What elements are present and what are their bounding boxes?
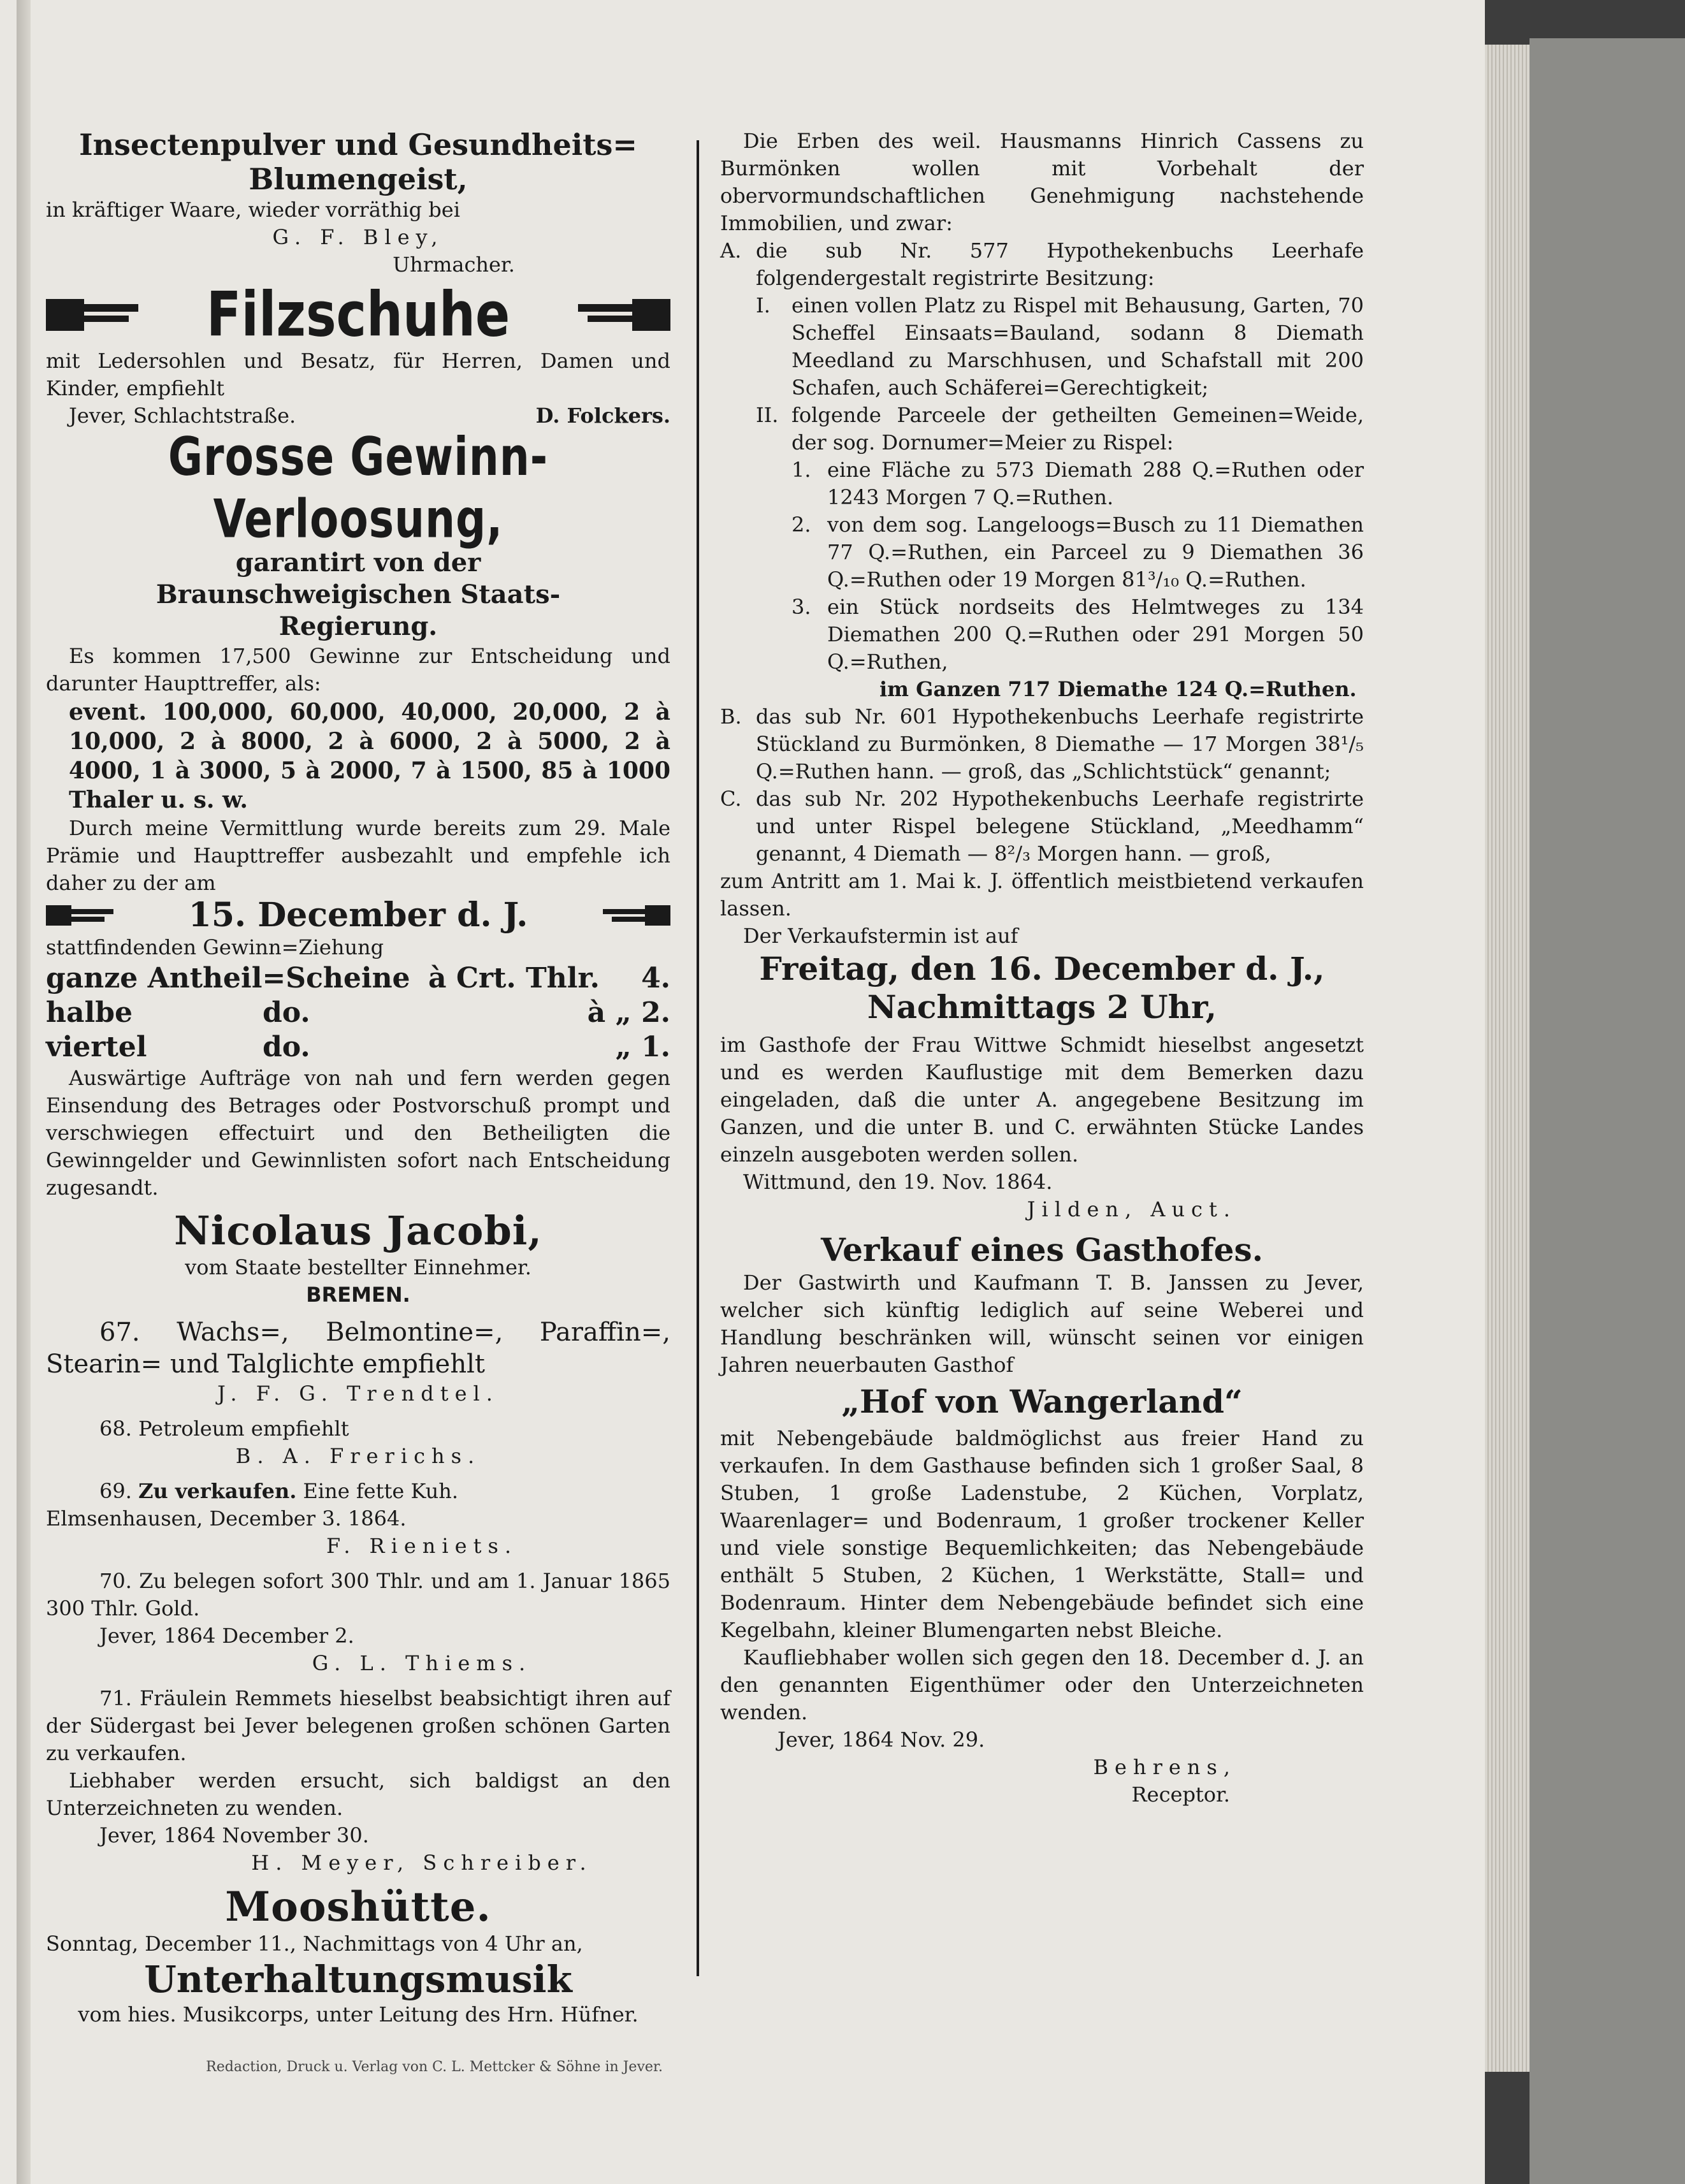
ad-place: Jever, 1864 December 2. bbox=[99, 1624, 354, 1648]
ad-text-3: stattfindenden Gewinn=Ziehung bbox=[46, 935, 384, 959]
ad-68 bbox=[46, 1415, 670, 1470]
binding-gutter bbox=[17, 0, 31, 2184]
column-rule bbox=[697, 140, 699, 1976]
ad-70 bbox=[46, 1568, 670, 1677]
ad-place: Jever, Schlachtstraße. bbox=[69, 404, 296, 428]
ad-intro: Die Erben des weil. Hausmanns Hinrich Cassens zu Burmönken wollen mit Vorbehalt der obervormundschaftlichen Genehmigung nachstehende Immobilien, und zwar: bbox=[720, 129, 1364, 235]
list-item: 2. von dem sog. Langeloogs=Busch zu 11 Diemathen 77 Q.=Ruthen, ein Parceel zu 9 Diemathen 36 Q.=Ruthen oder 19 Morgen 81³/₁₀ Q.=Ruthen. bbox=[792, 513, 1364, 592]
ad-text: Wachs=, Belmontine=, Paraffin=, Stearin= und Talglichte empfiehlt bbox=[46, 1318, 671, 1379]
drawing-date: 15. December d. J. bbox=[188, 896, 528, 935]
ad-text: mit Ledersohlen und Besatz, für Herren, Damen und Kinder, empfiehlt bbox=[46, 349, 670, 400]
list-item: I. einen vollen Platz zu Rispel mit Behausung, Garten, 70 Scheffel Einsaats=Bauland, sodann 8 Diemath Meedland zu Marschhusen, und Schafstall mit 200 Schafen, auch Schäferei=Gerechtigkeit; bbox=[756, 293, 1364, 400]
ad-number: 71. bbox=[99, 1686, 132, 1710]
price-row: ganze Antheil=Scheine à Crt. Thlr. 4. bbox=[46, 962, 670, 994]
advertiser-role: vom Staate bestellter Einnehmer. bbox=[185, 1255, 532, 1279]
advertiser-name: H. Meyer, Schreiber. bbox=[251, 1851, 593, 1875]
ad-number: 70. bbox=[99, 1569, 132, 1593]
list-item: B. das sub Nr. 601 Hypothekenbuchs Leerhafe registrirte Stückland zu Burmönken, 8 Diemathe — 17 Morgen 38¹/₅ Q.=Ruthen hann. — groß, das „Schlichtstück“ genannt; bbox=[720, 704, 1364, 783]
advertiser-role: Uhrmacher. bbox=[393, 252, 515, 277]
ad-text-2: Der Verkaufstermin ist auf bbox=[743, 924, 1018, 948]
hand-pointer-right-icon bbox=[46, 293, 141, 337]
ad-gasthof bbox=[720, 1231, 1364, 1809]
auction-time: Nachmittags 2 Uhr, bbox=[867, 988, 1217, 1026]
ad-title: Grosse Gewinn-Verloosung, bbox=[168, 426, 549, 550]
ad-text-2: Durch meine Vermittlung wurde bereits zum 29. Male Prämie und Haupttreffer ausbezahlt und empfehle ich daher zu der am bbox=[46, 816, 670, 895]
ad-text: Zu belegen sofort 300 Thlr. und am 1. Januar 1865 300 Thlr. Gold. bbox=[46, 1569, 671, 1620]
ad-title: Filzschuhe bbox=[206, 279, 510, 351]
ad-text: zum Antritt am 1. Mai k. J. öffentlich meistbietend verkaufen lassen. bbox=[720, 869, 1364, 921]
total-line: im Ganzen 717 Diemathe 124 Q.=Ruthen. bbox=[879, 677, 1357, 701]
price-row: halbe do. à „ 2. bbox=[46, 996, 670, 1029]
ad-number: 68. bbox=[99, 1416, 132, 1441]
list-item: C. das sub Nr. 202 Hypothekenbuchs Leerhafe registrirte und unter Rispel belegene Stückland, „Meedhamm“ genannt, 4 Diemath — 8²/₃ Morgen hann. — groß, bbox=[720, 787, 1364, 866]
ad-text: Es kommen 17,500 Gewinne zur Entscheidung und darunter Haupttreffer, als: bbox=[46, 644, 670, 695]
advertiser-name: G. L. Thiems. bbox=[312, 1651, 532, 1675]
ad-title: Verkauf eines Gasthofes. bbox=[820, 1231, 1264, 1269]
ad-subtitle: garantirt von der Braunschweigischen Staats-Regierung. bbox=[155, 548, 561, 641]
hand-pointer-left-icon bbox=[600, 901, 670, 929]
ad-69 bbox=[46, 1478, 670, 1560]
ad-place: Jever, 1864 Nov. 29. bbox=[777, 1728, 985, 1752]
ad-71 bbox=[46, 1685, 670, 1877]
advertiser-city: BREMEN. bbox=[306, 1283, 410, 1307]
ad-place: Wittmund, den 19. Nov. 1864. bbox=[743, 1170, 1053, 1194]
ad-text: Eine fette Kuh. bbox=[303, 1479, 459, 1503]
list-item: A. die sub Nr. 577 Hypothekenbuchs Leerhafe folgendergestalt registrirte Besitzung: bbox=[720, 238, 1364, 290]
page-edges bbox=[1485, 45, 1530, 2072]
list-item: 1. eine Fläche zu 573 Diemath 288 Q.=Ruthen oder 1243 Morgen 7 Q.=Ruthen. bbox=[792, 458, 1364, 509]
ad-title: Mooshütte. bbox=[225, 1883, 491, 1931]
list-item: II. folgende Parceele der getheilten Gemeinen=Weide, der sog. Dornumer=Meier zu Rispel: bbox=[756, 403, 1364, 455]
ad-lead: Zu verkaufen. bbox=[138, 1479, 297, 1503]
advertiser-role: Receptor. bbox=[1131, 1782, 1230, 1807]
ad-place: Jever, 1864 November 30. bbox=[99, 1823, 369, 1847]
ad-mooshuette bbox=[46, 1884, 670, 2028]
book-cover bbox=[1530, 38, 1685, 2184]
ad-erben-cassens bbox=[720, 127, 1364, 1223]
property-name: „Hof von Wangerland“ bbox=[841, 1383, 1243, 1420]
ad-text: Sonntag, December 11., Nachmittags von 4 Uhr an, bbox=[46, 1932, 583, 1956]
ad-text: Der Gastwirth und Kaufmann T. B. Janssen zu Jever, welcher sich künftig lediglich auf seine Weberei und Handlung beschränken will, wünscht seinen vor einigen Jahren neuerbauten Gasthof bbox=[720, 1270, 1364, 1377]
ad-text: in kräftiger Waare, wieder vorräthig bei bbox=[46, 198, 460, 222]
advertiser-name: D. Folckers. bbox=[535, 404, 670, 428]
ad-number: 69. bbox=[99, 1479, 132, 1503]
prize-list: event. 100,000, 60,000, 40,000, 20,000, 2 à 10,000, 2 à 8000, 2 à 6000, 2 à 5000, 2 à 4000, 1 à 3000, 5 à 2000, 7 à 1500, 85 à 1000 Thaler u. s. w. bbox=[69, 699, 670, 813]
ad-title: Insectenpulver und Gesundheits= bbox=[79, 127, 637, 162]
ad-67 bbox=[46, 1316, 670, 1408]
advertiser-name: B. A. Frerichs. bbox=[235, 1444, 481, 1468]
ad-text-2: vom hies. Musikcorps, unter Leitung des Hrn. Hüfner. bbox=[78, 2002, 639, 2027]
ad-text-2: mit Nebengebäude baldmöglichst aus freier Hand zu verkaufen. In dem Gasthause befinden sich 1 großer Saal, 8 Stuben, 1 große Ladenstube, 2 Küchen, Vorplatz, Waarenlager= und Bodenraum, 1 großer trockener Keller und viele sonstige Bequemlichkeiten; das Nebengebäude enthält 5 Stuben, 2 Küchen, 1 Werkstätte, Stall= und Bodenraum. Hinter dem Nebengebäude befindet sich eine Kegelbahn, kleiner Blumengarten nebst Bleiche. bbox=[720, 1426, 1364, 1642]
ad-filzschuhe bbox=[46, 279, 670, 430]
ad-title-2: Blumengeist, bbox=[249, 162, 468, 196]
list-item: 3. ein Stück nordseits des Helmtweges zu 134 Diemathen 200 Q.=Ruthen oder 291 Morgen 50 Q.=Ruthen, bbox=[792, 595, 1364, 674]
ad-gewinn-verloosung bbox=[46, 426, 670, 1309]
auction-date: Freitag, den 16. December d. J., bbox=[759, 950, 1325, 987]
price-table bbox=[46, 961, 670, 1065]
ad-text: Fräulein Remmets hieselbst beabsichtigt ihren auf der Südergast bei Jever belegenen großen schönen Garten zu verkaufen. bbox=[46, 1686, 671, 1765]
hand-pointer-left-icon bbox=[575, 293, 670, 337]
advertiser-name: Jilden, Auct. bbox=[1027, 1197, 1236, 1221]
hand-pointer-right-icon bbox=[46, 901, 116, 929]
advertiser-name: F. Rieniets. bbox=[326, 1534, 518, 1558]
advertiser-name: Behrens, bbox=[1093, 1755, 1236, 1779]
advertiser-name: Nicolaus Jacobi, bbox=[174, 1207, 542, 1254]
ad-text-4: Auswärtige Aufträge von nah und fern werden gegen Einsendung des Betrages oder Postvorschuß prompt und verschwiegen effectuirt und den Betheiligten die Gewinngelder und Gewinnlisten sofort nach Entscheidung zugesandt. bbox=[46, 1066, 670, 1200]
advertiser-name: J. F. G. Trendtel. bbox=[217, 1381, 499, 1406]
ad-text: Petroleum empfiehlt bbox=[138, 1416, 349, 1441]
price-row: viertel do. „ 1. bbox=[46, 1031, 670, 1063]
ad-headline: Unterhaltungsmusik bbox=[144, 1958, 572, 2001]
right-column bbox=[720, 127, 1364, 1816]
ad-text-2: Liebhaber werden ersucht, sich baldigst an den Unterzeichneten zu wenden. bbox=[46, 1768, 670, 1820]
ad-number: 67. bbox=[99, 1318, 140, 1347]
ad-text-3: im Gasthofe der Frau Wittwe Schmidt hieselbst angesetzt und es werden Kauflustige mit dem Bemerken dazu eingeladen, daß die unter A. angegebene Besitzung im Ganzen, und die unter B. und C. erwähnten Stücke Landes einzeln ausgeboten werden sollen. bbox=[720, 1033, 1364, 1167]
ad-place: Elmsenhausen, December 3. 1864. bbox=[46, 1506, 407, 1531]
left-column bbox=[46, 127, 670, 2036]
ad-text-3: Kaufliebhaber wollen sich gegen den 18. December d. J. an den genannten Eigenthümer oder den Unterzeichneten wenden. bbox=[720, 1645, 1364, 1724]
advertiser-name: G. F. Bley, bbox=[272, 225, 444, 249]
printer-imprint: Redaction, Druck u. Verlag von C. L. Mettcker & Söhne in Jever. bbox=[206, 2059, 663, 2075]
ad-insectenpulver bbox=[46, 127, 670, 279]
